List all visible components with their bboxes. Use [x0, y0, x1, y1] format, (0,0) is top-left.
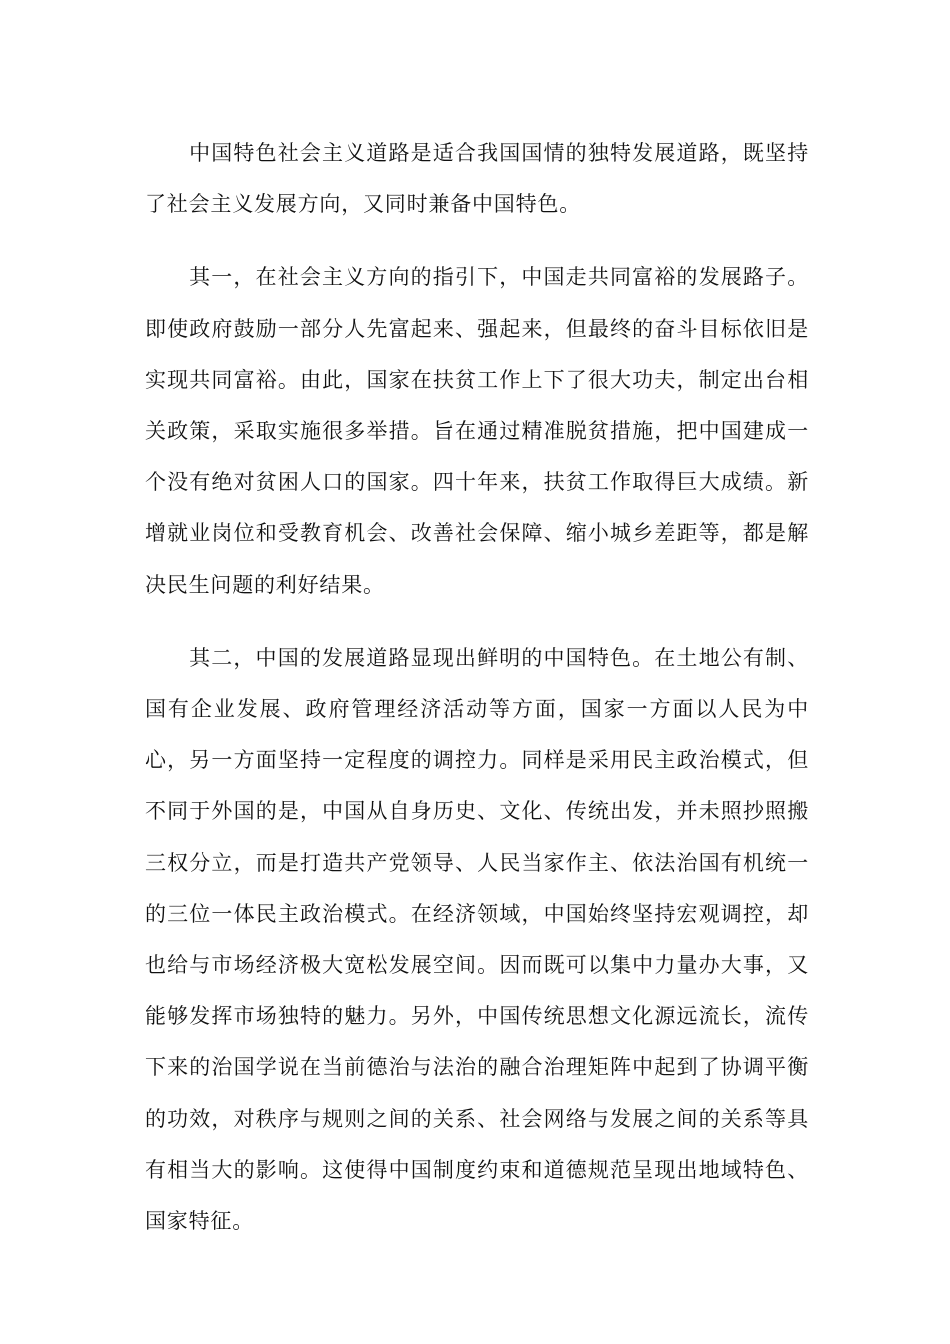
paragraph-chinese-characteristics: 其二，中国的发展道路显现出鲜明的中国特色。在土地公有制、国有企业发展、政府管理经济活动等方面，国家一方面以人民为中心，另一方面坚持一定程度的调控力。同样是采用民主政治模式，但不同于外国的是，中国从自身历史、文化、传统出发，并未照抄照搬三权分立，而是打造共产党领导、人民当家作主、依法治国有机统一的三位一体民主政治模式。在经济领域，中国始终坚持宏观调控，却也给与市场经济极大宽松发展空间。因而既可以集中力量办大事，又能够发挥市场独特的魅力。另外，中国传统思想文化源远流长，流传下来的治国学说在当前德治与法治的融合治理矩阵中起到了协调平衡的功效，对秩序与规则之间的关系、社会网络与发展之间的关系等具有相当大的影响。这使得中国制度约束和道德规范呈现出地域特色、国家特征。 [145, 645, 809, 1234]
paragraph-intro: 中国特色社会主义道路是适合我国国情的独特发展道路，既坚持了社会主义发展方向，又同时兼备中国特色。 [145, 141, 809, 217]
document-body [145, 128, 809, 1247]
paragraph-common-prosperity: 其一，在社会主义方向的指引下，中国走共同富裕的发展路子。即使政府鼓励一部分人先富起来、强起来，但最终的奋斗目标依旧是实现共同富裕。由此，国家在扶贫工作上下了很大功夫，制定出台相关政策，采取实施很多举措。旨在通过精准脱贫措施，把中国建成一个没有绝对贫困人口的国家。四十年来，扶贫工作取得巨大成绩。新增就业岗位和受教育机会、改善社会保障、缩小城乡差距等，都是解决民生问题的利好结果。 [145, 265, 809, 597]
